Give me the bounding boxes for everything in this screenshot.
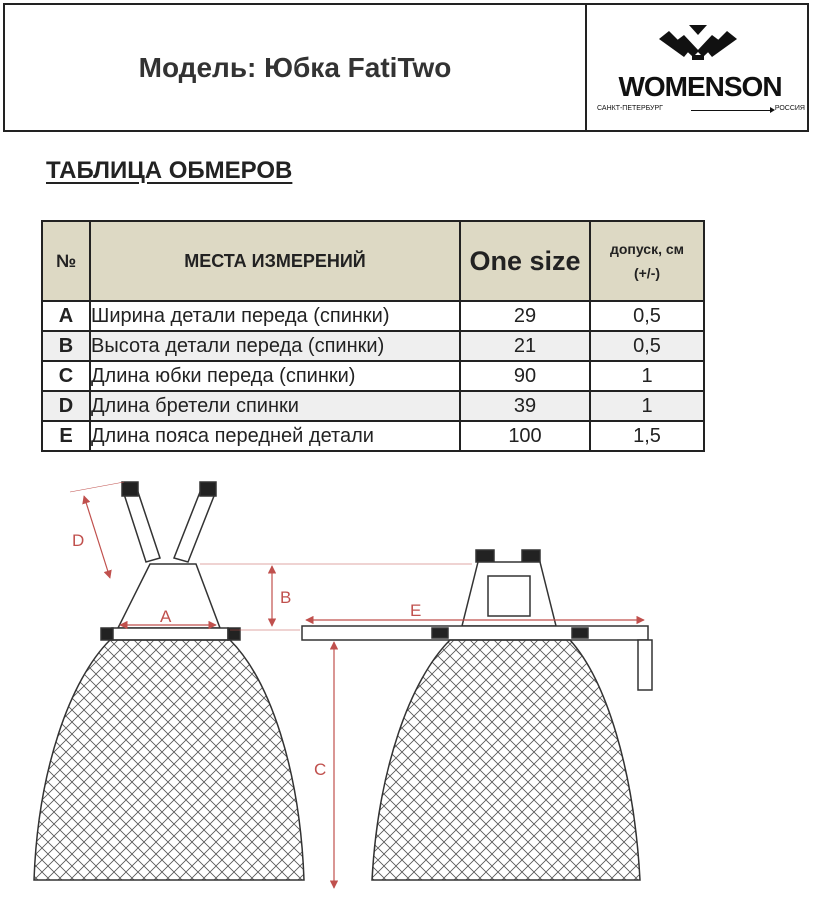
dim-c-label: C bbox=[314, 760, 327, 779]
garment-technical-drawing bbox=[0, 470, 813, 900]
header-number: № bbox=[42, 221, 90, 301]
row-tolerance: 1 bbox=[590, 361, 704, 391]
back-skirt bbox=[372, 640, 640, 880]
table-header-row bbox=[42, 221, 704, 301]
section-title: ТАБЛИЦА ОБМЕРОВ bbox=[46, 157, 293, 184]
header-divider bbox=[585, 5, 587, 130]
logo-city: САНКТ-ПЕТЕРБУРГ bbox=[597, 105, 663, 112]
table-row bbox=[42, 421, 704, 451]
header-measurement-place: МЕСТА ИЗМЕРЕНИЙ bbox=[90, 221, 460, 301]
row-value: 90 bbox=[460, 361, 590, 391]
right-strap bbox=[174, 492, 214, 562]
row-letter: D bbox=[42, 391, 90, 421]
header-tolerance bbox=[590, 221, 704, 301]
row-letter: E bbox=[42, 421, 90, 451]
waistband-end bbox=[638, 640, 652, 690]
back-view bbox=[302, 550, 652, 880]
back-pocket bbox=[488, 576, 530, 616]
strap-buckle-left bbox=[122, 482, 138, 496]
header-size: One size bbox=[460, 221, 590, 301]
model-title: Модель: Юбка FatiTwo bbox=[138, 51, 452, 83]
left-strap bbox=[124, 492, 160, 562]
back-buckle-right bbox=[522, 550, 540, 562]
measurement-table bbox=[41, 220, 705, 452]
row-name: Длина пояса передней детали bbox=[90, 421, 460, 451]
row-tolerance: 0,5 bbox=[590, 331, 704, 361]
back-buckle-left bbox=[476, 550, 494, 562]
brand-logo bbox=[589, 5, 807, 130]
waistband-clip-left bbox=[101, 628, 113, 640]
front-skirt bbox=[34, 640, 304, 880]
row-tolerance: 1,5 bbox=[590, 421, 704, 451]
row-value: 21 bbox=[460, 331, 590, 361]
back-clip-left bbox=[432, 628, 448, 638]
logo-wordmark: WOMENSON bbox=[618, 71, 782, 102]
row-value: 29 bbox=[460, 301, 590, 331]
dim-d-ext bbox=[70, 482, 124, 492]
logo-country: РОССИЯ bbox=[774, 105, 805, 112]
row-letter: C bbox=[42, 361, 90, 391]
row-name: Длина бретели спинки bbox=[90, 391, 460, 421]
logo-mark-icon bbox=[589, 5, 807, 71]
table-row bbox=[42, 331, 704, 361]
row-name: Ширина детали переда (спинки) bbox=[90, 301, 460, 331]
dim-d-line bbox=[84, 496, 110, 578]
dim-a-label: A bbox=[160, 607, 172, 626]
logo-location bbox=[597, 105, 805, 117]
dim-e-label: E bbox=[410, 601, 422, 620]
row-tolerance: 0,5 bbox=[590, 301, 704, 331]
table-row bbox=[42, 301, 704, 331]
back-clip-right bbox=[572, 628, 588, 638]
row-name: Длина юбки переда (спинки) bbox=[90, 361, 460, 391]
logo-arrow bbox=[691, 110, 771, 111]
table-row bbox=[42, 361, 704, 391]
row-value: 100 bbox=[460, 421, 590, 451]
row-tolerance: 1 bbox=[590, 391, 704, 421]
row-letter: B bbox=[42, 331, 90, 361]
row-name: Высота детали переда (спинки) bbox=[90, 331, 460, 361]
row-letter: A bbox=[42, 301, 90, 331]
table-row bbox=[42, 391, 704, 421]
row-value: 39 bbox=[460, 391, 590, 421]
dim-b-label: B bbox=[280, 588, 292, 607]
header bbox=[3, 3, 809, 132]
front-waistband bbox=[112, 628, 228, 640]
header-tolerance-line1: допуск, см bbox=[609, 241, 685, 257]
dim-d-label: D bbox=[72, 531, 85, 550]
long-waistband bbox=[302, 626, 648, 640]
strap-buckle-right bbox=[200, 482, 216, 496]
header-tolerance-line2: (+/-) bbox=[633, 265, 661, 281]
